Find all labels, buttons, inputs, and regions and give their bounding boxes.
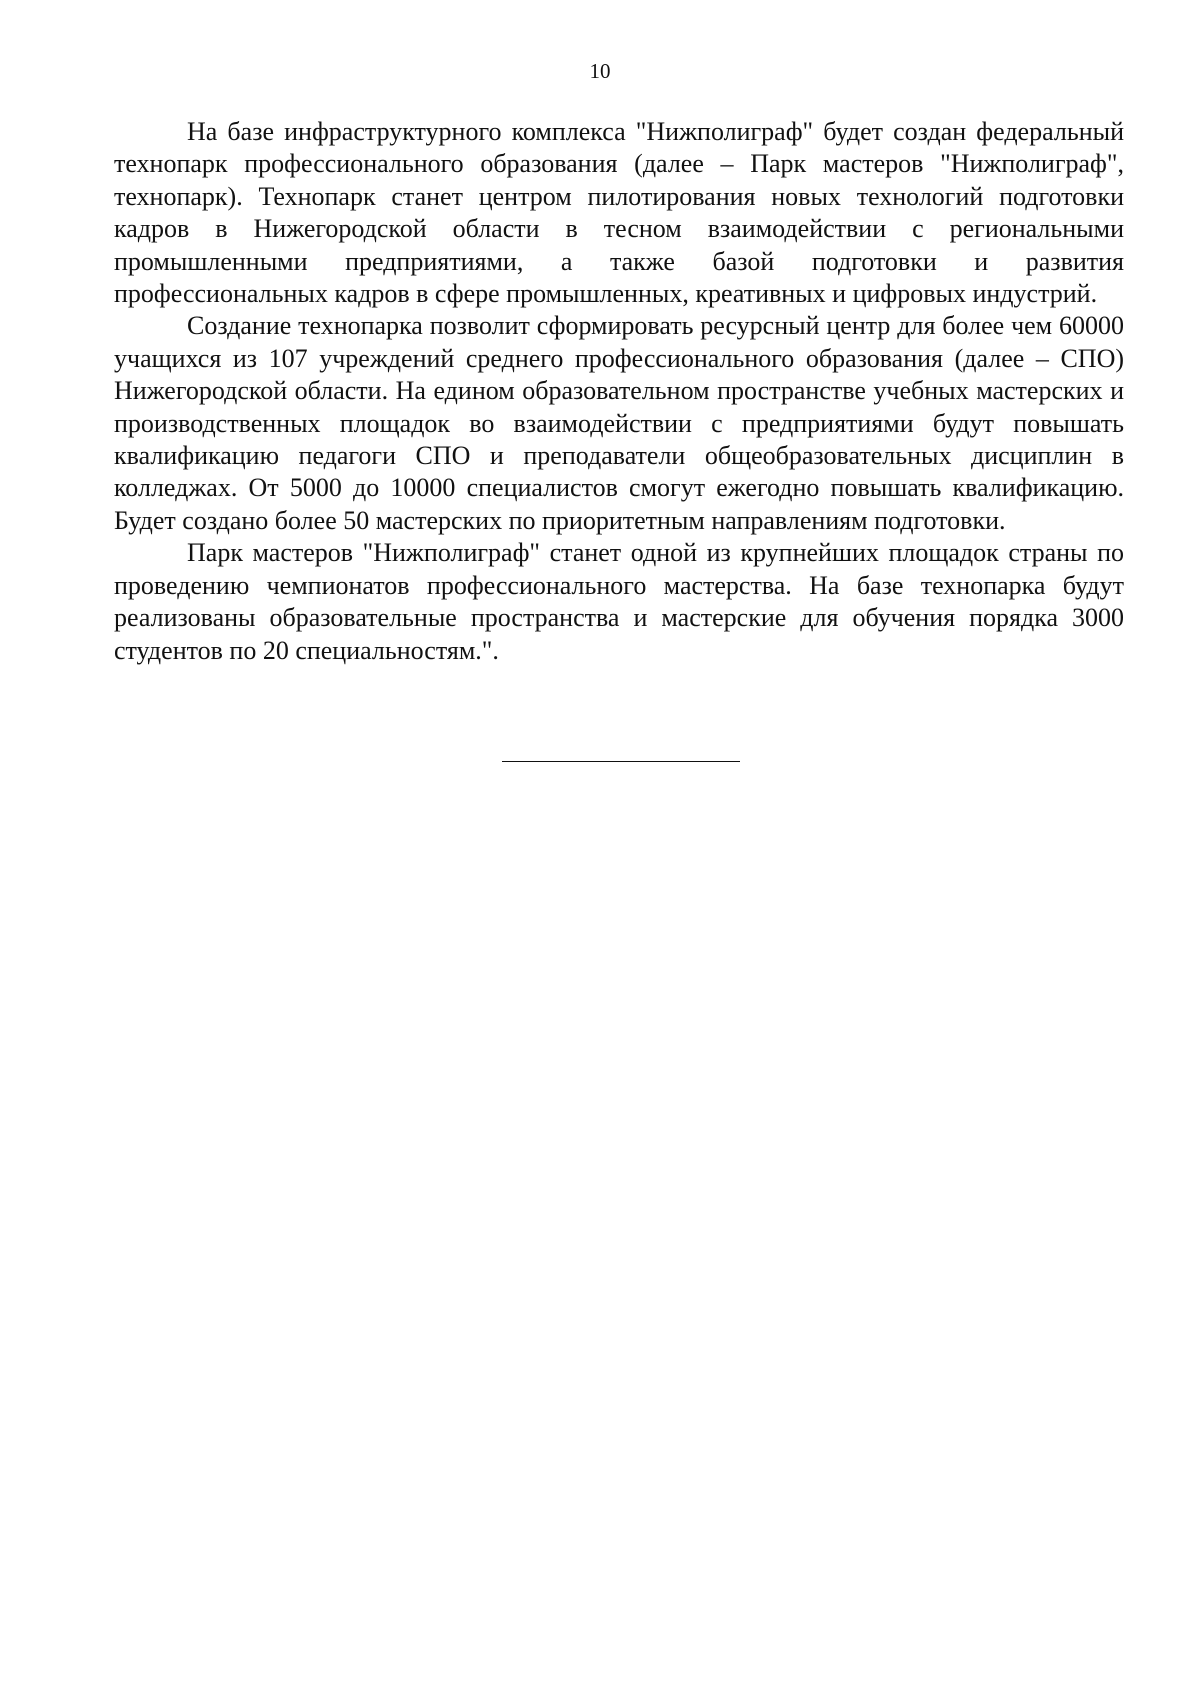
paragraph-technopark-creation: На базе инфраструктурного комплекса "Нижполиграф" будет создан федеральный технопарк профессионального образования (далее – Парк мастеров "Нижполиграф", технопарк). Технопарк станет центром пилотирования новых технологий подготовки кадров в Нижегородской области в тесном взаимодействии с региональными промышленными предприятиями, а также базой подготовки и развития профессиональных кадров в сфере промышленных, креативных и цифровых индустрий. (114, 117, 1124, 309)
document-body (114, 116, 1124, 667)
closing-divider-line (502, 761, 740, 762)
page-number: 10 (589, 59, 611, 83)
paragraph-championships: Парк мастеров "Нижполиграф" станет одной из крупнейших площадок страны по проведению чемпионатов профессионального мастерства. На базе технопарка будут реализованы образовательные пространства и мастерские для обучения порядка 3000 студентов по 20 специальностям.". (114, 538, 1124, 665)
paragraph-resource-center: Создание технопарка позволит сформировать ресурсный центр для более чем 60000 учащихся из 107 учреждений среднего профессионального образования (далее – СПО) Нижегородской области. На едином образовательном пространстве учебных мастерских и производственных площадок во взаимодействии с предприятиями будут повышать квалификацию педагоги СПО и преподаватели общеобразовательных дисциплин в колледжах. От 5000 до 10000 специалистов смогут ежегодно повышать квалификацию. Будет создано более 50 мастерских по приоритетным направлениям подготовки. (114, 311, 1124, 535)
